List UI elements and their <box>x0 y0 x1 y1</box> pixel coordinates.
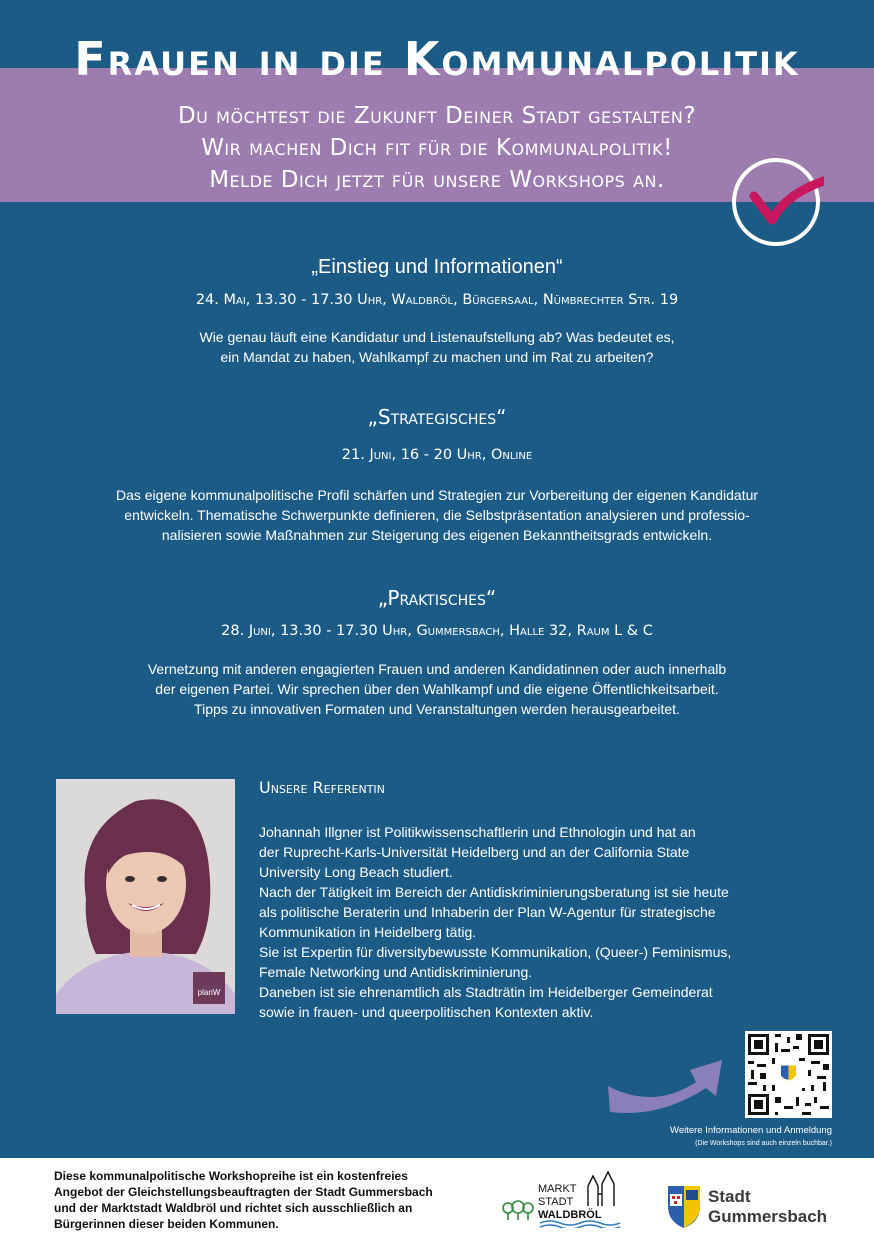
footer-text <box>54 1168 464 1232</box>
signup-caption <box>560 1125 832 1150</box>
tagline-line: Wir machen Dich fit für die Kommunalpolitik! <box>201 135 673 161</box>
description-line: der eigenen Partei. Wir sprechen über den Wahlkampf und die eigene Öffentlichkeitsarbeit. <box>155 681 719 697</box>
svg-text:STADT: STADT <box>538 1196 574 1208</box>
bio-line: Daneben ist sie ehrenamtlich als Stadträtin im Heidelberger Gemeinderat <box>259 984 713 1000</box>
footer-line: Diese kommunalpolitische Workshopreihe ist ein kostenfreies <box>54 1169 408 1183</box>
workshop-3-description <box>40 659 834 719</box>
bio-line: Sie ist Expertin für diversitybewusste Kommunikation, (Queer-) Feminismus, <box>259 944 732 960</box>
signup-caption-text: Weitere Informationen und Anmeldung <box>670 1125 832 1136</box>
bio-line: Kommunikation in Heidelberg tätig. <box>259 924 477 940</box>
description-line: Wie genau läuft eine Kandidatur und Listenaufstellung ab? Was bedeutet es, <box>199 329 675 345</box>
portrait-illustration <box>56 779 235 1014</box>
qr-code[interactable] <box>745 1031 832 1118</box>
arrow-right-icon <box>604 1056 726 1116</box>
signup-note: (Die Workshops sind auch einzeln buchbar.) <box>695 1140 832 1147</box>
bio-line: der Ruprecht-Karls-Universität Heidelberg und an der California State <box>259 844 690 860</box>
svg-text:Gummersbach: Gummersbach <box>708 1207 828 1226</box>
workshop-1-description <box>40 327 834 367</box>
checkmark-icon <box>732 156 824 248</box>
tagline-line: Du möchtest die Zukunft Deiner Stadt gestalten? <box>177 103 697 129</box>
bio-line: Female Networking und Antidiskriminierung. <box>259 964 533 980</box>
workshop-3-meta: 28. Juni, 13.30 - 17.30 Uhr, Gummersbach, Halle 32, Raum L & C <box>221 623 653 639</box>
description-line: nalisieren sowie Maßnahmen zur Steigerung des eigenen Bekanntheitsgrads entwickeln. <box>161 527 713 543</box>
svg-text:WALDBRÖL: WALDBRÖL <box>538 1209 602 1221</box>
workshop-2-title: „Strategisches“ <box>367 405 507 429</box>
bio-line: als politische Beraterin und Inhaberin der Plan W-Agentur für strategische <box>259 904 716 920</box>
speaker-bio <box>259 822 829 1022</box>
footer-line: Angebot der Gleichstellungsbeauftragten der Stadt Gummersbach <box>54 1185 433 1199</box>
workshop-1-title: „Einstieg und Informationen“ <box>311 256 563 278</box>
tagline-line: Melde Dich jetzt für unsere Workshops an. <box>209 167 665 193</box>
gummersbach-logo <box>666 1180 846 1230</box>
description-line: Vernetzung mit anderen engagierten Frauen und anderen Kandidatinnen oder auch innerhalb <box>147 661 727 677</box>
description-line: ein Mandat zu haben, Wahlkampf zu machen und im Rat zu arbeiten? <box>220 349 654 365</box>
poster-title: Frauen in die Kommunalpolitik <box>74 32 800 86</box>
description-line: Tipps zu innovativen Formaten und Veranstaltungen werden herausgearbeitet. <box>194 701 680 717</box>
workshop-2-description <box>40 485 834 545</box>
description-line: entwickeln. Thematische Schwerpunkte definieren, die Selbstpräsentation analysieren und professio- <box>124 507 750 523</box>
footer-line: Bürgerinnen dieser beiden Kommunen. <box>54 1217 279 1231</box>
speaker-heading: Unsere Referentin <box>259 778 385 797</box>
svg-text:MARKT: MARKT <box>538 1183 577 1195</box>
description-line: Das eigene kommunalpolitische Profil schärfen und Strategien zur Vorbereitung der eigenen Kandidatur <box>115 487 759 503</box>
bio-line: Nach der Tätigkeit im Bereich der Antidiskriminierungsberatung ist sie heute <box>259 884 729 900</box>
footer-line: und der Marktstadt Waldbröl und richtet sich ausschließlich an <box>54 1201 413 1215</box>
workshop-2-meta: 21. Juni, 16 - 20 Uhr, Online <box>341 447 533 463</box>
speaker-photo <box>56 779 235 1014</box>
svg-text:Stadt: Stadt <box>708 1187 751 1206</box>
bio-line: sowie in frauen- und queerpolitischen Kontexten aktiv. <box>259 1004 594 1020</box>
workshop-1-meta: 24. Mai, 13.30 - 17.30 Uhr, Waldbröl, Bürgersaal, Nümbrechter Str. 19 <box>195 292 679 308</box>
waldbroel-logo <box>498 1168 628 1228</box>
bio-line: Johannah Illgner ist Politikwissenschaftlerin und Ethnologin und hat an <box>259 824 696 840</box>
svg-text:planW: planW <box>197 988 221 997</box>
bio-line: University Long Beach studiert. <box>259 864 453 880</box>
workshop-3-title: „Praktisches“ <box>377 586 497 610</box>
